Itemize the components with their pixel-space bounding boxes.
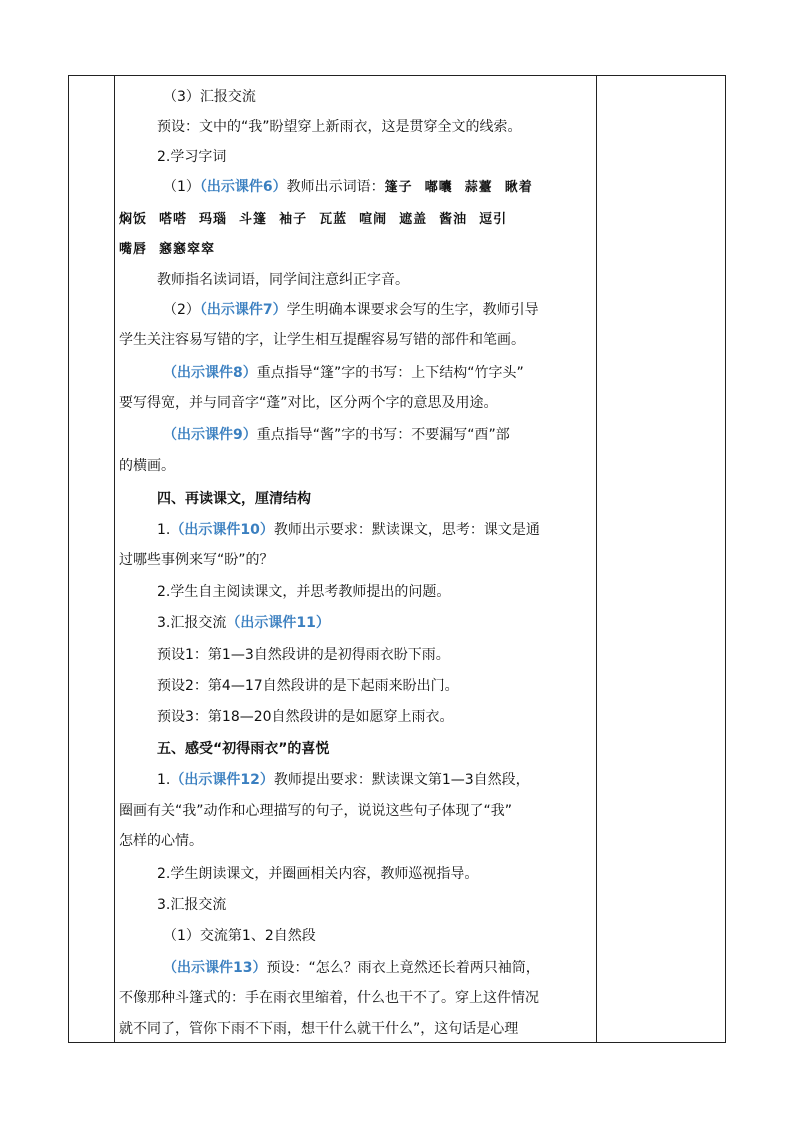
text-line: 3.汇报交流 xyxy=(157,897,227,913)
text-line: 预设1：第1—3自然段讲的是初得雨衣盼下雨。 xyxy=(157,647,450,663)
text-line: 3.汇报交流（出示课件11） xyxy=(157,615,330,631)
text-line: 1.（出示课件10）教师出示要求：默读课文，思考：课文是通 xyxy=(157,522,540,538)
courseware-ref: （出示课件8） xyxy=(163,365,257,381)
text-line: （2）（出示课件7）学生明确本课要求会写的生字，教师引导 xyxy=(163,302,539,318)
text-line: 预设2：第4—17自然段讲的是下起雨来盼出门。 xyxy=(157,678,459,694)
text-line: 圈画有关“我”动作和心理描写的句子，说说这些句子体现了“我” xyxy=(119,803,513,819)
text-line: （出示课件9）重点指导“酱”字的书写：不要漏写“酉”部 xyxy=(163,427,510,443)
text-line: 2.学生自主阅读课文，并思考教师提出的问题。 xyxy=(157,584,451,600)
text-line: 教师指名读词语，同学间注意纠正字音。 xyxy=(157,272,409,288)
courseware-ref: （出示课件13） xyxy=(163,960,267,976)
text-line: （出示课件8）重点指导“篷”字的书写：上下结构“竹字头” xyxy=(163,365,524,381)
courseware-ref: （出示课件6） xyxy=(199,179,287,195)
vocab-row-3: 嘴唇 窸窸窣窣 xyxy=(119,242,216,257)
text-line: （1）交流第1、2自然段 xyxy=(163,928,316,944)
text-line: 预设3：第18—20自然段讲的是如愿穿上雨衣。 xyxy=(157,709,454,725)
courseware-ref: （出示课件11） xyxy=(226,615,330,631)
text-line: 1.（出示课件12）教师提出要求：默读课文第1—3自然段， xyxy=(157,772,530,788)
vocab-row-1: 篷子 嘟囔 蒜薹 瞅着 xyxy=(384,180,533,195)
text-line: （3）汇报交流 xyxy=(163,89,256,105)
text-line: 过哪些事例来写“盼”的？ xyxy=(119,552,274,568)
text-line: 就不同了，管你下雨不下雨，想干什么就干什么”，这句话是心理 xyxy=(119,1021,519,1037)
courseware-ref: （出示课件9） xyxy=(163,427,257,443)
column-divider-2 xyxy=(596,76,597,1042)
column-divider-1 xyxy=(114,76,115,1042)
text-line: 的横画。 xyxy=(119,458,175,474)
text-line: 预设：文中的“我”盼望穿上新雨衣，这是贯穿全文的线索。 xyxy=(157,119,522,135)
section-heading: 四、再读课文，厘清结构 xyxy=(157,491,311,507)
courseware-ref: （出示课件7） xyxy=(199,302,287,318)
text-line: 2.学生朗读课文，并圈画相关内容，教师巡视指导。 xyxy=(157,866,479,882)
text-line: 2.学习字词 xyxy=(157,149,227,165)
text-line: （1）（出示课件6）教师出示词语：篷子 嘟囔 蒜薹 瞅着 xyxy=(163,178,545,197)
text-line: 学生关注容易写错的字，让学生相互提醒容易写错的部件和笔画。 xyxy=(119,332,525,348)
text-line: 不像那种斗篷式的：手在雨衣里缩着，什么也干不了。穿上这件情况 xyxy=(119,990,539,1006)
vocab-row-2: 焖饭 嗒嗒 玛瑙 斗篷 袖子 瓦蓝 喧闹 遮盖 酱油 逗引 xyxy=(119,212,508,227)
courseware-ref: （出示课件10） xyxy=(170,522,274,538)
courseware-ref: （出示课件12） xyxy=(170,772,274,788)
section-heading: 五、感受“初得雨衣”的喜悦 xyxy=(157,741,330,757)
text-line: 要写得宽，并与同音字“蓬”对比，区分两个字的意思及用途。 xyxy=(119,395,498,411)
text-line: 怎样的心情。 xyxy=(119,833,203,849)
text-line: （出示课件13）预设：“怎么？雨衣上竟然还长着两只袖筒， xyxy=(163,960,540,976)
